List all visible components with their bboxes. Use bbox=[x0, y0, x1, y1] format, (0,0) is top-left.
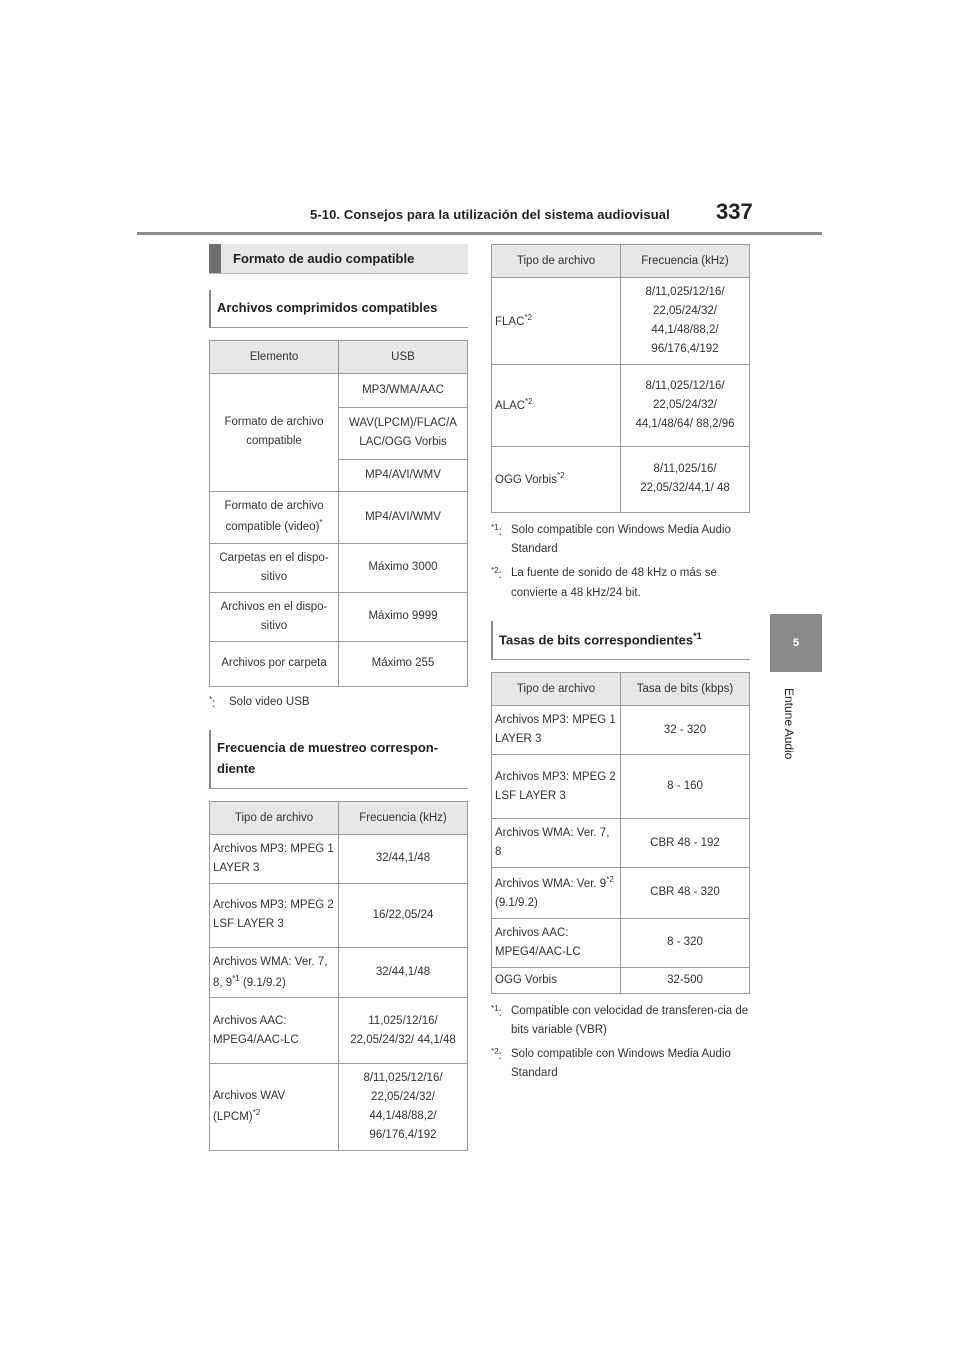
table-row bbox=[492, 918, 750, 967]
table-header-cell: USB bbox=[339, 340, 468, 373]
table-cell: OGG Vorbis bbox=[492, 967, 621, 993]
left-column bbox=[209, 244, 468, 1151]
table-cell: Formato de archivo compatible (video)* bbox=[210, 491, 339, 543]
table-cell: MP4/AVI/WMV bbox=[339, 491, 468, 543]
table-cell: Máximo 255 bbox=[339, 641, 468, 686]
table-cell: Archivos WMA: Ver. 7, 8, 9$^{*1}$ (9.1/9.2) bbox=[210, 947, 339, 998]
table-header-cell: Tipo de archivo bbox=[492, 245, 621, 278]
table-cell: OGG Vorbis$^{*2}$ bbox=[492, 446, 621, 512]
footnote-text: Solo compatible con Windows Media Audio Standard bbox=[511, 1047, 731, 1080]
section-marker bbox=[209, 244, 221, 273]
table-header-row bbox=[210, 801, 468, 834]
table-cell: 32-500 bbox=[621, 967, 750, 993]
table-cell: 11,025/12/16/ 22,05/24/32/ 44,1/48 bbox=[339, 998, 468, 1064]
table-row bbox=[210, 592, 468, 641]
footnote-text: Solo video USB bbox=[229, 695, 310, 708]
table-row bbox=[492, 446, 750, 512]
footnote: $^{*1}$: Solo compatible con Windows Media Audio Standard bbox=[491, 521, 750, 560]
table-header-row bbox=[492, 245, 750, 278]
table-row bbox=[210, 947, 468, 998]
sampling-frequency-table bbox=[209, 801, 468, 1152]
subheading-compressed-files: Archivos comprimidos compatibles bbox=[209, 290, 468, 328]
table-cell: ALAC$^{*2}$ bbox=[492, 364, 621, 446]
table-row bbox=[210, 834, 468, 883]
footnote: $^{*2}$: La fuente de sonido de 48 kHz o más se convierte a 48 kHz/24 bit. bbox=[491, 564, 750, 603]
table-cell: Archivos en el dispo-sitivo bbox=[210, 592, 339, 641]
table-cell: Archivos AAC: MPEG4/AAC-LC bbox=[492, 918, 621, 967]
footnote: *: Solo video USB bbox=[209, 693, 468, 714]
table-cell: Archivos WMA: Ver. 9$^{*2}$ (9.1/9.2) bbox=[492, 868, 621, 919]
table-cell: Formato de archivo compatible bbox=[210, 373, 339, 491]
table-cell: Máximo 3000 bbox=[339, 543, 468, 592]
subheading-bit-rates: Tasas de bits correspondientes$^{*1}$ bbox=[491, 621, 750, 660]
table-cell: MP4/AVI/WMV bbox=[339, 459, 468, 491]
footnote-marker: * bbox=[209, 694, 213, 704]
table-cell: WAV(LPCM)/FLAC/A LAC/OGG Vorbis bbox=[339, 407, 468, 459]
table-cell: Archivos MP3: MPEG 2 LSF LAYER 3 bbox=[492, 755, 621, 819]
lossless-frequency-table bbox=[491, 244, 750, 513]
section-title: Formato de audio compatible bbox=[233, 251, 415, 266]
table-row bbox=[492, 967, 750, 993]
table-cell: 32 - 320 bbox=[621, 706, 750, 755]
table-header-cell: Tasa de bits (kbps) bbox=[621, 673, 750, 706]
table-row bbox=[492, 364, 750, 446]
table-header-row bbox=[210, 340, 468, 373]
footnote-text: Compatible con velocidad de transferen-cia de bits variable (VBR) bbox=[511, 1004, 749, 1037]
table-cell: Archivos WMA: Ver. 7, 8 bbox=[492, 819, 621, 868]
footnote-text: Solo compatible con Windows Media Audio Standard bbox=[511, 523, 731, 556]
table-header-row bbox=[492, 673, 750, 706]
table-cell: CBR 48 - 320 bbox=[621, 868, 750, 919]
compressed-files-table bbox=[209, 340, 468, 687]
table-row bbox=[210, 641, 468, 686]
footnote-marker: *2 bbox=[491, 565, 499, 575]
right-column bbox=[491, 244, 750, 1084]
subheading-sampling-frequency: Frecuencia de muestreo correspon-diente bbox=[209, 730, 468, 789]
table-row bbox=[210, 1064, 468, 1151]
table-header-cell: Elemento bbox=[210, 340, 339, 373]
table-cell: 8/11,025/12/16/ 22,05/24/32/ 44,1/48/64/ 88,2/96 bbox=[621, 364, 750, 446]
chapter-tab: 5 bbox=[770, 614, 822, 672]
table-cell: Archivos AAC: MPEG4/AAC-LC bbox=[210, 998, 339, 1064]
table-cell: 32/44,1/48 bbox=[339, 834, 468, 883]
table-cell: CBR 48 - 192 bbox=[621, 819, 750, 868]
table-cell: Máximo 9999 bbox=[339, 592, 468, 641]
table-row bbox=[210, 883, 468, 947]
footnote-text: La fuente de sonido de 48 kHz o más se convierte a 48 kHz/24 bit. bbox=[511, 566, 717, 599]
footnote-marker: *1 bbox=[491, 522, 499, 532]
table-row bbox=[492, 868, 750, 919]
table-row bbox=[210, 543, 468, 592]
table-cell: Archivos MP3: MPEG 1 LAYER 3 bbox=[210, 834, 339, 883]
table-header-cell: Frecuencia (kHz) bbox=[621, 245, 750, 278]
section-title-bar bbox=[209, 244, 468, 274]
table-cell: Archivos WAV (LPCM)$^{*2}$ bbox=[210, 1064, 339, 1151]
table-cell: 32/44,1/48 bbox=[339, 947, 468, 998]
table-cell: 8/11,025/12/16/ 22,05/24/32/ 44,1/48/88,2/ 96/176,4/192 bbox=[621, 278, 750, 365]
table-header-cell: Tipo de archivo bbox=[492, 673, 621, 706]
table-row bbox=[492, 819, 750, 868]
table-cell: 8/11,025/16/ 22,05/32/44,1/ 48 bbox=[621, 446, 750, 512]
table-cell: FLAC$^{*2}$ bbox=[492, 278, 621, 365]
table-row bbox=[492, 755, 750, 819]
table-cell: 8/11,025/12/16/ 22,05/24/32/ 44,1/48/88,2/ 96/176,4/192 bbox=[339, 1064, 468, 1151]
table-header-cell: Tipo de archivo bbox=[210, 801, 339, 834]
table-row bbox=[492, 278, 750, 365]
footnote: $^{*2}$: Solo compatible con Windows Media Audio Standard bbox=[491, 1045, 750, 1084]
bit-rate-table bbox=[491, 672, 750, 994]
footnote-marker: *2 bbox=[491, 1046, 499, 1056]
table-cell: 8 - 160 bbox=[621, 755, 750, 819]
chapter-header-title: 5-10. Consejos para la utilización del sistema audiovisual bbox=[310, 207, 670, 222]
footnote-marker: *1 bbox=[491, 1003, 499, 1013]
footnote: $^{*1}$: Compatible con velocidad de transferen-cia de bits variable (VBR) bbox=[491, 1002, 750, 1041]
header-rule bbox=[137, 232, 822, 235]
table-row bbox=[210, 491, 468, 543]
table-cell: Archivos por carpeta bbox=[210, 641, 339, 686]
table-row bbox=[492, 706, 750, 755]
table-row bbox=[210, 373, 468, 407]
table-cell: 16/22,05/24 bbox=[339, 883, 468, 947]
table-cell: MP3/WMA/AAC bbox=[339, 373, 468, 407]
table-row bbox=[210, 998, 468, 1064]
table-cell: Archivos MP3: MPEG 1 LAYER 3 bbox=[492, 706, 621, 755]
chapter-side-label: Entune Audio bbox=[782, 688, 796, 760]
page-number: 337 bbox=[716, 199, 753, 224]
table-header-cell: Frecuencia (kHz) bbox=[339, 801, 468, 834]
table-cell: Carpetas en el dispo-sitivo bbox=[210, 543, 339, 592]
table-cell: Archivos MP3: MPEG 2 LSF LAYER 3 bbox=[210, 883, 339, 947]
table-cell: 8 - 320 bbox=[621, 918, 750, 967]
